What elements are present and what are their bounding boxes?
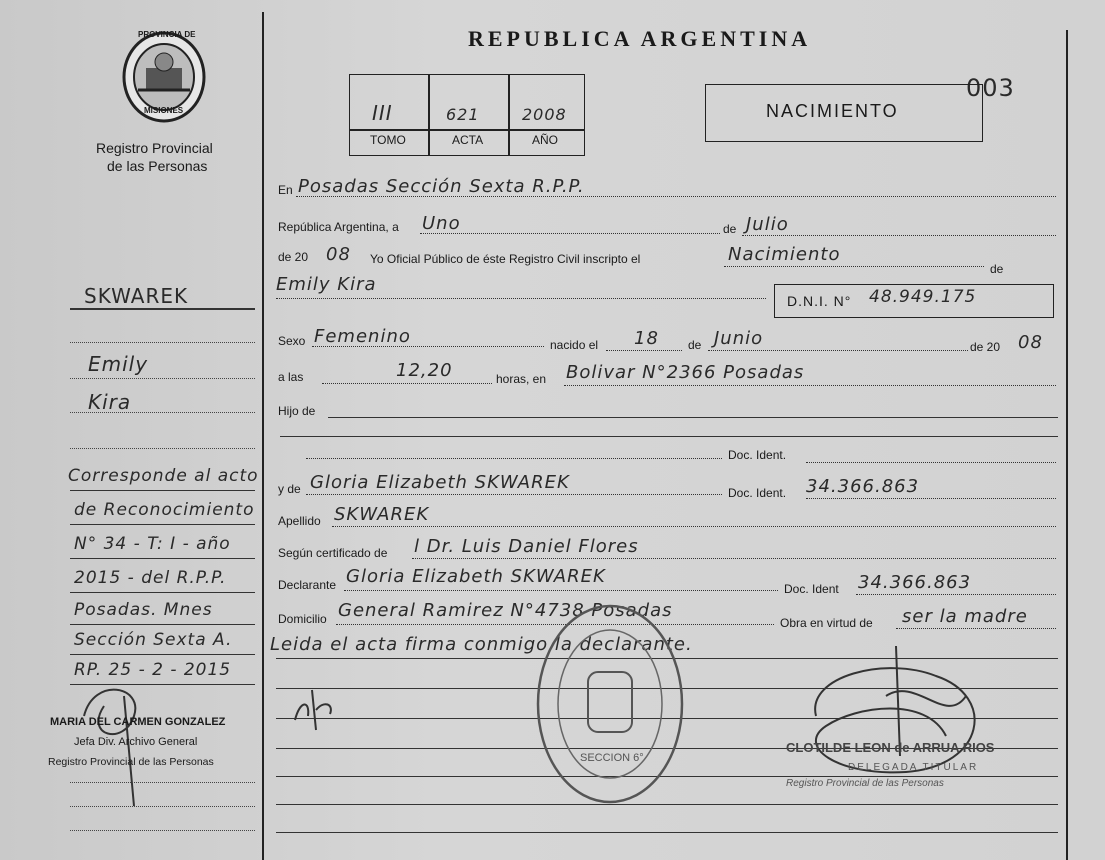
domicilio-value: General Ramirez N°4738 Posadas: [338, 600, 673, 621]
yde-label: y de: [278, 482, 301, 496]
birthplace-value: Bolivar N°2366 Posadas: [566, 362, 805, 383]
republica-label: República Argentina, a: [278, 220, 399, 234]
record-number-box: [349, 74, 585, 156]
margin-note-line-5: Posadas. Mnes: [74, 600, 213, 620]
sexo-label: Sexo: [278, 334, 306, 348]
hour-value: 12,20: [396, 360, 453, 381]
declarante-doc-value: 34.366.863: [858, 572, 972, 593]
right-border: [1066, 30, 1068, 860]
hijo-label: Hijo de: [278, 404, 316, 418]
day-value: Uno: [422, 213, 461, 234]
oficial-label: Yo Oficial Público de éste Registro Civil inscripto el: [370, 252, 641, 266]
certificado-value: l Dr. Luis Daniel Flores: [414, 536, 639, 557]
seal-text-bottom: MISIONES: [144, 106, 184, 115]
obra-value: ser la madre: [902, 606, 1028, 627]
mother-name-value: Gloria Elizabeth SKWAREK: [310, 472, 570, 493]
apellido-label: Apellido: [278, 514, 321, 528]
margin-name-1: Emily: [88, 352, 149, 376]
apellido-value: SKWAREK: [334, 504, 430, 525]
section-stamp-icon: [534, 602, 686, 806]
birth-day-value: 18: [634, 328, 659, 349]
margin-note-line-2: de Reconocimiento: [74, 500, 255, 520]
margin-note-line-7: RP. 25 - 2 - 2015: [74, 660, 232, 680]
nacido-label: nacido el: [550, 338, 599, 352]
birth-year-value: 08: [1018, 332, 1043, 353]
sexo-value: Femenino: [314, 326, 411, 347]
margin-note-line-3: N° 34 - T: I - año: [74, 534, 231, 554]
year-prefix-label: de 20: [278, 250, 309, 264]
segun-label: Según certificado de: [278, 546, 388, 560]
de20-label: de 20: [970, 340, 1001, 354]
margin-name-2: Kira: [88, 390, 132, 414]
archive-official-office: Registro Provincial de las Personas: [48, 756, 214, 768]
obra-label: Obra en virtud de: [780, 616, 873, 630]
declarante-label: Declarante: [278, 578, 337, 592]
dni-box: [774, 284, 1054, 318]
alas-label: a las: [278, 370, 304, 384]
dni-label: D.N.I. N°: [787, 293, 852, 309]
tomo-value: III: [372, 101, 393, 125]
registrar-title: DELEGADA TITULAR: [848, 762, 979, 773]
registrar-office: Registro Provincial de las Personas: [786, 778, 944, 789]
tomo-label: TOMO: [370, 133, 406, 147]
record-type-box: [705, 84, 983, 142]
registry-name-line1: Registro Provincial: [96, 140, 213, 156]
margin-note-line-1: Corresponde al acto: [68, 466, 259, 486]
acta-value: 621: [446, 105, 480, 124]
anio-value: 2008: [522, 105, 567, 124]
margin-note-line-6: Sección Sexta A.: [74, 630, 233, 650]
stamp-section-label: SECCION 6°: [580, 752, 644, 764]
doc-ident-label-3: Doc. Ident: [784, 582, 839, 596]
inscripto-value: Nacimiento: [728, 244, 841, 265]
de-label-3: de: [688, 338, 702, 352]
en-label: En: [278, 183, 293, 197]
month-value: Julio: [746, 214, 789, 235]
domicilio-label: Domicilio: [278, 612, 327, 626]
country-title: REPUBLICA ARGENTINA: [468, 26, 812, 51]
closing-statement: Leida el acta firma conmigo la declarante.: [270, 634, 693, 655]
registry-name-line2: de las Personas: [107, 158, 208, 174]
child-name-value: Emily Kira: [276, 274, 377, 295]
de-label-2: de: [990, 262, 1004, 276]
seal-text-top: PROVINCIA DE: [138, 30, 196, 39]
registrar-name: CLOTILDE LEON de ARRUA RIOS: [786, 740, 995, 755]
archive-official-title: Jefa Div. Archivo General: [74, 736, 198, 748]
anio-label: AÑO: [532, 133, 559, 147]
doc-ident-label-1: Doc. Ident.: [728, 448, 787, 462]
doc-ident-label-2: Doc. Ident.: [728, 486, 787, 500]
margin-note-line-4: 2015 - del R.P.P.: [74, 568, 227, 588]
corner-number: 003: [966, 74, 1015, 102]
declarante-value: Gloria Elizabeth SKWAREK: [346, 566, 606, 587]
horas-label: horas, en: [496, 372, 547, 386]
place-value: Posadas Sección Sexta R.P.P.: [298, 176, 585, 197]
year-value: 08: [326, 244, 351, 265]
de-label-month: de: [723, 222, 737, 236]
margin-surname: SKWAREK: [84, 284, 189, 308]
record-type-label: NACIMIENTO: [766, 101, 899, 121]
declarant-initials-icon: [290, 680, 340, 740]
margin-divider: [262, 12, 264, 860]
mother-doc-value: 34.366.863: [806, 476, 920, 497]
acta-label: ACTA: [452, 133, 484, 147]
dni-value: 48.949.175: [869, 287, 977, 307]
birth-month-value: Junio: [714, 328, 764, 349]
archive-official-name: MARIA DEL CARMEN GONZALEZ: [50, 716, 226, 728]
